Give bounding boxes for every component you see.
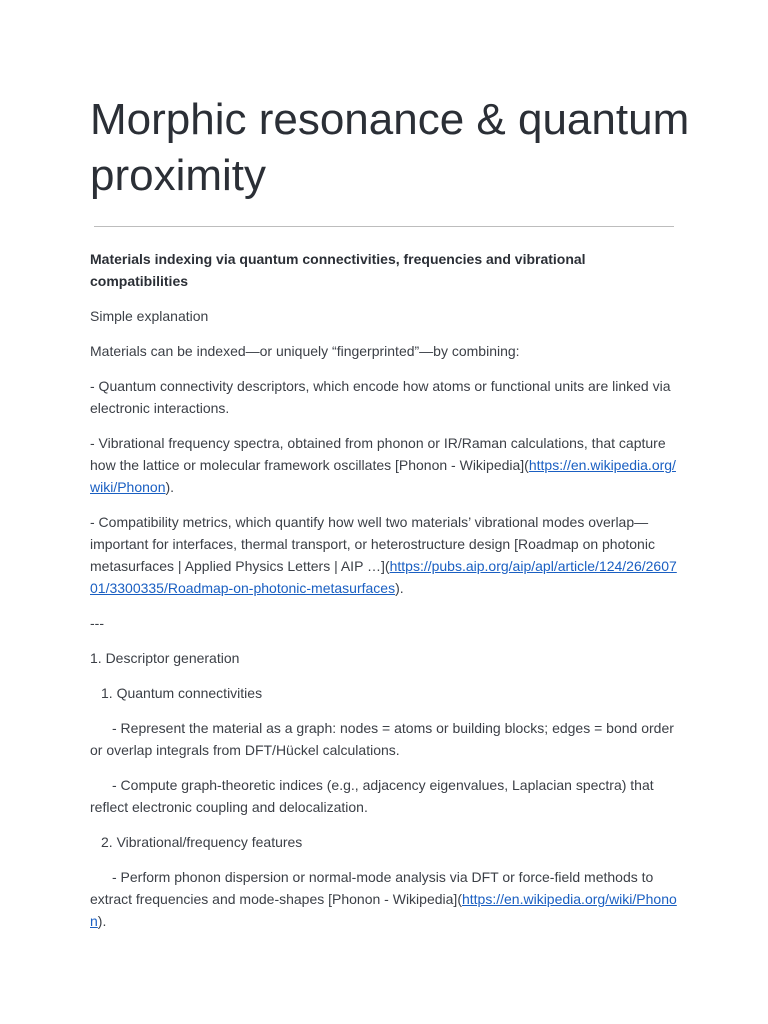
paragraph-compatibility-text: - Compatibility metrics, which quantify how well two materials’ vibrational modes overlap—important for interfaces, thermal transport, or heterostructure design [Roadmap on photonic metasurfaces | Applied Physics Letters | AIP …]( (90, 514, 655, 574)
bullet-graph-representation: - Represent the material as a graph: nodes = atoms or building blocks; edges = bond order or overlap integrals from DFT/Hückel calculations. (90, 720, 674, 758)
paragraph-simple-explanation: Simple explanation (90, 308, 209, 324)
section-descriptor-generation: 1. Descriptor generation (90, 650, 240, 666)
document-body (90, 248, 680, 945)
title-divider (94, 226, 674, 227)
page-title: Morphic resonance & quantum proximity (90, 95, 690, 200)
paragraph-vibrational-text: - Vibrational frequency spectra, obtained from phonon or IR/Raman calculations, that capture how the lattice or molecular framework oscillates [Phonon - Wikipedia]( (90, 435, 666, 473)
aip-roadmap-link[interactable]: https://pubs.aip.org/aip/apl/article/124/26/260701/3300335/Roadmap-on-photonic-metasurfaces (90, 558, 677, 596)
paragraph-vibrational-end: ). (165, 479, 175, 495)
paragraph-compatibility-metrics (90, 511, 680, 599)
bullet-phonon-end: ). (97, 913, 107, 929)
bullet-graph-indices: - Compute graph‑theoretic indices (e.g., adjacency eigenvalues, Laplacian spectra) that reflect electronic coupling and delocalization. (90, 777, 654, 815)
paragraph-intro: Materials can be indexed—or uniquely “fingerprinted”—by combining: (90, 343, 520, 359)
paragraph-vibrational-spectra (90, 432, 680, 498)
phonon-wikipedia-link[interactable]: https://en.wikipedia.org/wiki/Phonon (90, 457, 676, 495)
subsection-vibrational-features: 2. Vibrational/frequency features (101, 834, 303, 850)
separator-text: --- (90, 615, 104, 631)
bullet-phonon-dispersion (90, 866, 680, 932)
paragraph-compatibility-end: ). (395, 580, 404, 596)
bullet-phonon-text: - Perform phonon dispersion or normal‑mode analysis via DFT or force‑field methods to extract frequencies and mode‑shapes [Phonon - Wikipedia]( (90, 869, 654, 907)
section-heading: Materials indexing via quantum connectivities, frequencies and vibrational compatibilities (90, 251, 586, 289)
paragraph-quantum-connectivity: - Quantum connectivity descriptors, which encode how atoms or functional units are linked via electronic interactions. (90, 378, 671, 416)
phonon-wikipedia-link-2[interactable]: https://en.wikipedia.org/wiki/Phonon (90, 891, 677, 929)
subsection-quantum-connectivities: 1. Quantum connectivities (101, 685, 263, 701)
